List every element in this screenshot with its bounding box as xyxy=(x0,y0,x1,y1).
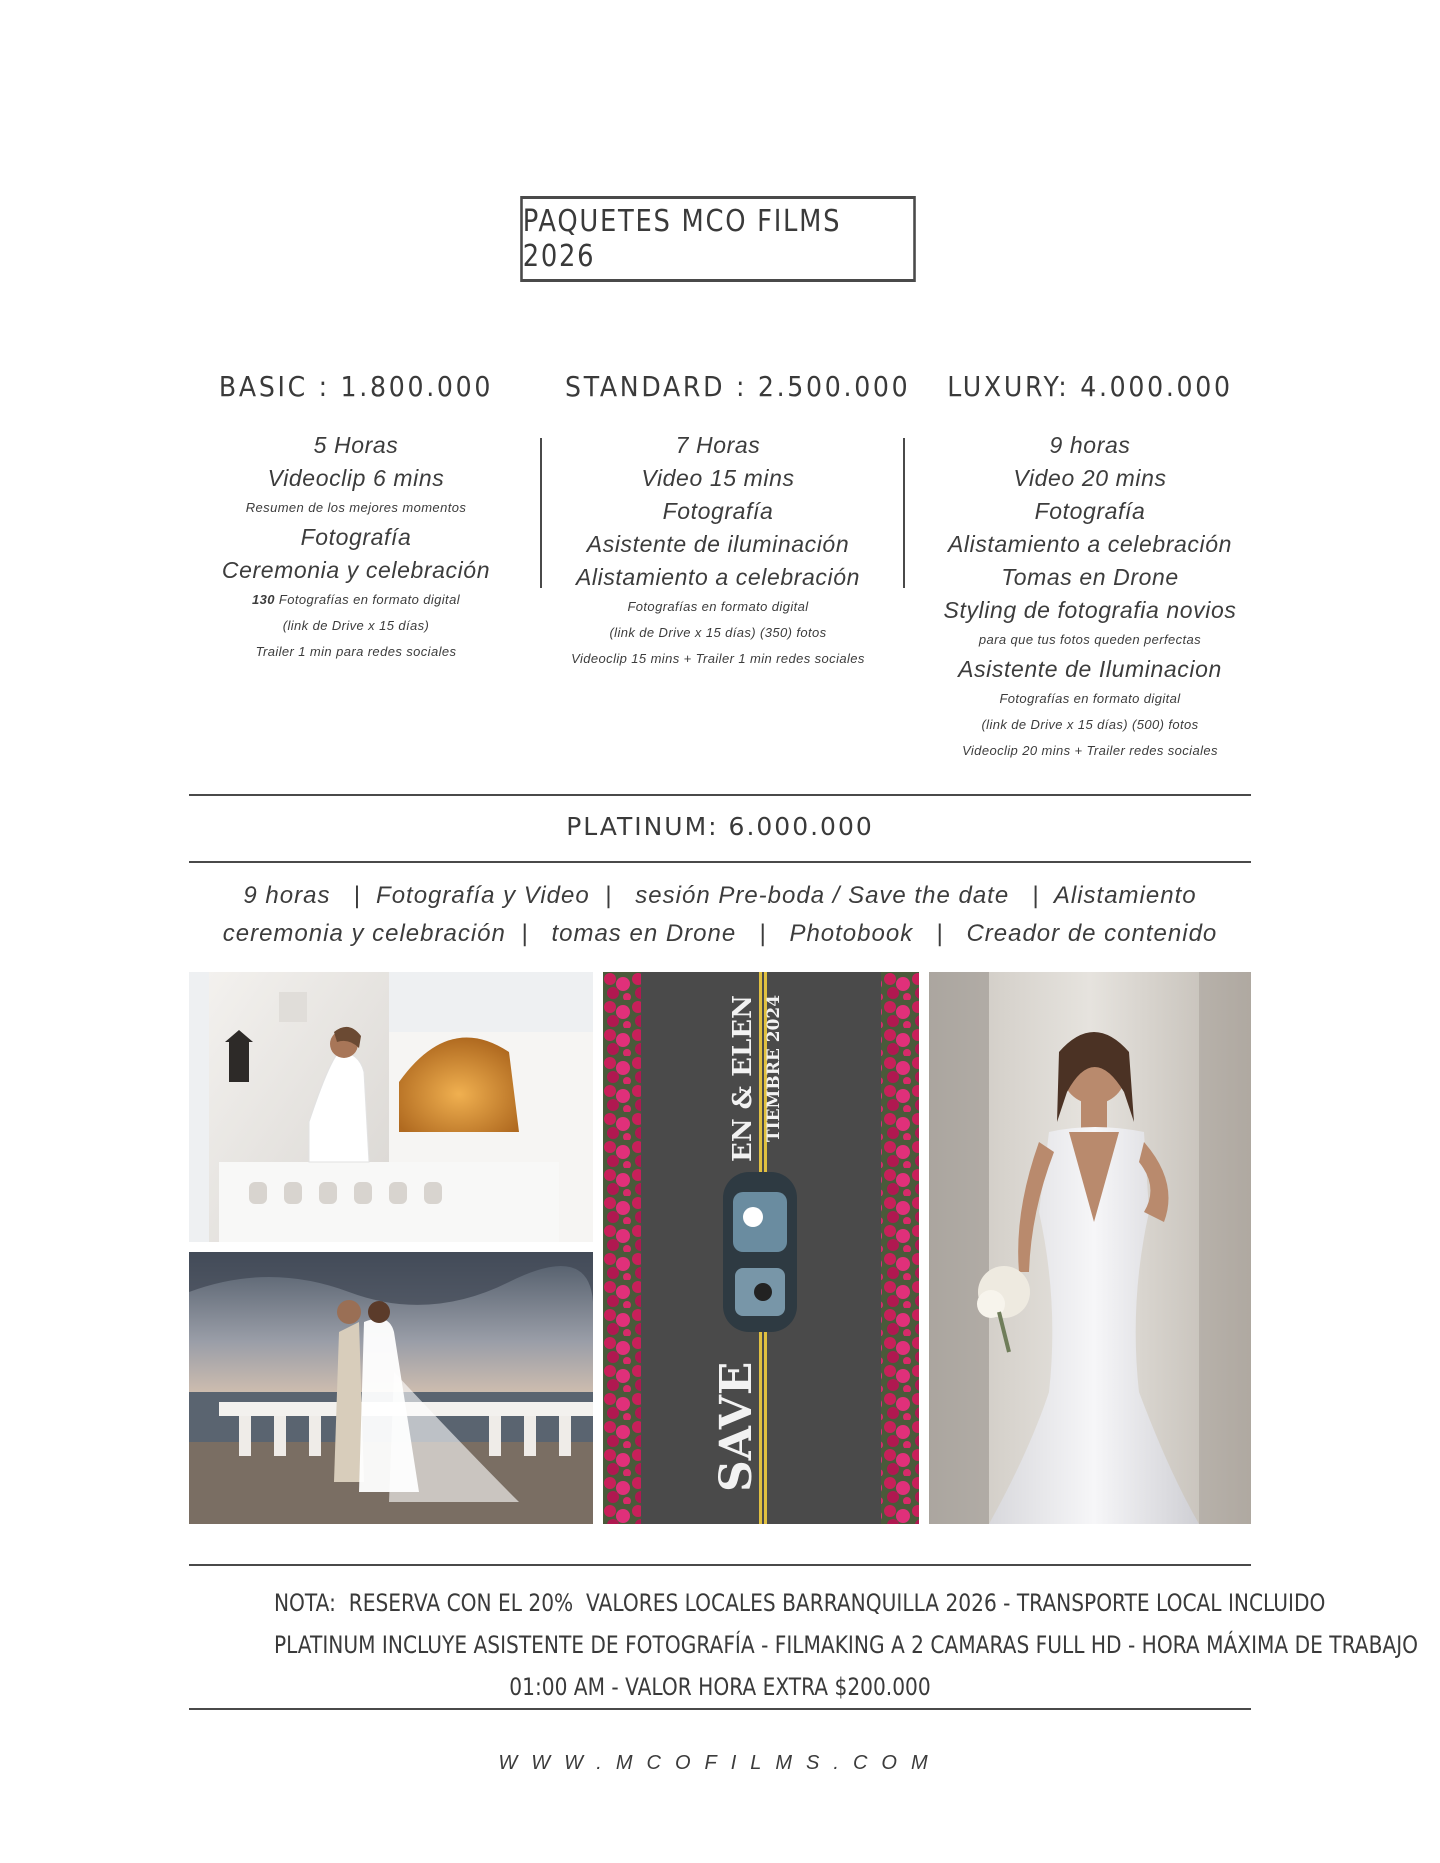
photo-bride-balcony xyxy=(189,972,593,1242)
booking-note-line-2: PLATINUM INCLUYE ASISTENTE DE FOTOGRAFÍA - FILMAKING A 2 CAMARAS FULL HD - HORA MÁXIMA DE TRABAJO xyxy=(273,1631,1419,1659)
drone-date-text: TIEMBRE 2024 xyxy=(764,994,784,1142)
package-standard-lines xyxy=(548,429,888,672)
package-basic-lines xyxy=(186,429,526,665)
photo-drone-save-the-date xyxy=(603,972,919,1524)
package-feature-line: (link de Drive x 15 días) (350) fotos xyxy=(609,625,827,640)
package-feature-line: Alistamiento a celebración xyxy=(947,531,1233,557)
package-feature-line: Asistente de Iluminacion xyxy=(958,656,1222,682)
package-feature-line: Fotografías en formato digital xyxy=(627,599,809,614)
package-feature-line: Videoclip 6 mins xyxy=(267,465,445,491)
photo-couple-sunset xyxy=(189,1252,593,1524)
package-feature-line: (link de Drive x 15 días) (500) fotos xyxy=(981,717,1199,732)
package-feature-line: Fotografía xyxy=(1034,498,1146,524)
photo-bride-portrait xyxy=(929,972,1251,1524)
package-standard xyxy=(548,370,911,672)
drone-save-text: SAVE xyxy=(711,1361,762,1492)
package-feature-line: Trailer 1 min para redes sociales xyxy=(255,644,457,659)
package-feature-line: 7 Horas xyxy=(675,432,761,458)
package-luxury-lines xyxy=(920,429,1260,764)
column-divider xyxy=(540,438,542,588)
package-basic xyxy=(186,370,526,665)
divider-line xyxy=(189,861,1251,863)
package-feature-line: Asistente de iluminación xyxy=(586,531,850,557)
divider-line xyxy=(189,1564,1251,1566)
package-feature-line: Resumen de los mejores momentos xyxy=(245,500,467,515)
package-feature-line: 9 horas xyxy=(1049,432,1131,458)
package-standard-title: STANDARD : 2.500.000 xyxy=(565,370,911,403)
package-feature-line: Video 15 mins xyxy=(641,465,795,491)
package-feature-line: Alistamiento a celebración xyxy=(575,564,861,590)
package-feature-line: Fotografías en formato digital xyxy=(999,691,1181,706)
divider-line xyxy=(189,794,1251,796)
package-basic-title: BASIC : 1.800.000 xyxy=(218,370,494,403)
booking-note xyxy=(273,1582,1419,1708)
drone-names-text: EN & ELEN xyxy=(728,995,758,1162)
feature-text: Fotografías en formato digital xyxy=(274,592,460,607)
package-feature-line: Fotografía xyxy=(662,498,774,524)
page-title xyxy=(520,196,916,282)
package-feature-line: Fotografía xyxy=(300,524,412,550)
platinum-title: PLATINUM: 6.000.000 xyxy=(566,812,874,841)
platinum-features xyxy=(189,877,1251,953)
booking-note-line-1: NOTA: RESERVA CON EL 20% VALORES LOCALES BARRANQUILLA 2026 - TRANSPORTE LOCAL INCLUIDO xyxy=(273,1589,1326,1617)
package-feature-line: Ceremonia y celebración xyxy=(221,557,491,583)
package-feature-line: 5 Horas xyxy=(313,432,399,458)
package-feature-line: (link de Drive x 15 días) xyxy=(282,618,430,633)
package-feature-line: Video 20 mins xyxy=(1013,465,1167,491)
package-luxury xyxy=(920,370,1260,764)
website-link[interactable]: WWW.MCOFILMS.COM xyxy=(498,1752,942,1774)
page-title-text: PAQUETES MCO FILMS 2026 xyxy=(522,204,842,274)
package-luxury-title: LUXURY: 4.000.000 xyxy=(947,370,1233,403)
platinum-features-line-1: 9 horas | Fotografía y Video | sesión Pre-boda / Save the date | Alistamiento xyxy=(243,882,1197,909)
feature-count: 130 xyxy=(252,592,275,607)
package-feature-line: Tomas en Drone xyxy=(1001,564,1179,590)
column-divider xyxy=(903,438,905,588)
package-feature-line: Videoclip 20 mins + Trailer redes sociales xyxy=(962,743,1218,758)
booking-note-line-3: 01:00 AM - VALOR HORA EXTRA $200.000 xyxy=(509,1673,931,1701)
package-feature-line xyxy=(186,587,526,613)
divider-line xyxy=(189,1708,1251,1710)
package-feature-line: Videoclip 15 mins + Trailer 1 min redes sociales xyxy=(571,651,865,666)
platinum-features-line-2: ceremonia y celebración | tomas en Drone | Photobook | Creador de contenido xyxy=(222,920,1218,947)
package-feature-line: Styling de fotografia novios xyxy=(943,597,1237,623)
package-feature-line: para que tus fotos queden perfectas xyxy=(978,632,1202,647)
